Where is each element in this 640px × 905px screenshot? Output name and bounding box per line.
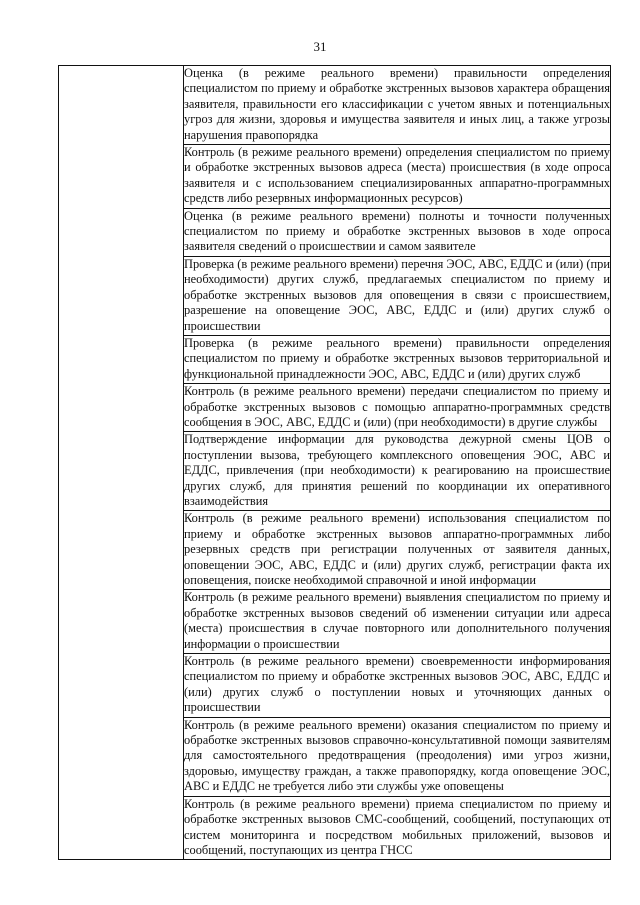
table-entry: Контроль (в режиме реального времени) оказания специалистом по приему и обработке экстренных вызовов справочно-консультативной помощи заявителям для самостоятельного предотвращения (преодоления) ими угроз жизни, здоровью, имуществу граждан, а также правопорядку, когда оповещение ЭОС, АВС и ЕДДС не требуется либо эти службы уже оповещены [184, 717, 610, 796]
table-entry: Оценка (в режиме реального времени) правильности определения специалистом по приему и обработке экстренных вызовов характера обращения заявителя, правильности его классификации с учетом явных и потенциальных угроз для жизни, здоровья и имущества заявителя и иных лиц, а также угрозы нарушения правопорядка [184, 66, 610, 142]
table-entry: Контроль (в режиме реального времени) приема специалистом по приему и обработке экстренных вызовов СМС-сообщений, сообщений, поступающих от систем мониторинга и посредством мобильных приложений, вызовов и сообщений, поступающих из центра ГНСС [184, 796, 610, 860]
table-entry: Оценка (в режиме реального времени) полноты и точности полученных специалистом по приему и обработке экстренных вызовов в ходе опроса заявителя сведений о происшествии и самом заявителе [184, 208, 610, 256]
table-row [59, 66, 611, 860]
table-entry: Контроль (в режиме реального времени) определения специалистом по приему и обработке экстренных вызовов адреса (места) происшествия (в ходе опроса заявителя и с использованием специализированных аппаратно-программных средств либо резервных информационных ресурсов) [184, 144, 610, 208]
entries-column [184, 66, 611, 860]
table-entry: Подтверждение информации для руководства дежурной смены ЦОВ о поступлении вызова, требующего комплексного оповещения ЭОС, АВС и ЕДДС, привлечения (при необходимости) к реагированию на происшествие других служб, для принятия решений по координации их оперативного взаимодействия [184, 431, 610, 510]
content-table [58, 65, 611, 860]
table-entry: Контроль (в режиме реального времени) выявления специалистом по приему и обработке экстренных вызовов сведений об изменении ситуации или адреса (места) происшествия в случае повторного или дополнительного получения информации о происшествии [184, 589, 610, 653]
table-entry: Проверка (в режиме реального времени) перечня ЭОС, АВС, ЕДДС и (или) (при необходимости) других служб, предлагаемых специалистом по приему и обработке экстренных вызовов для оповещения в связи с происшествием, разрешение на оповещение ЭОС, АВС, ЕДДС и (или) других служб о происшествии [184, 256, 610, 335]
page-number: 31 [313, 39, 327, 54]
empty-left-column [59, 66, 184, 860]
table-entry: Контроль (в режиме реального времени) своевременности информирования специалистом по приему и обработке экстренных вызовов ЭОС, АВС, ЕДДС и (или) других служб о поступлении новых и уточняющих данных о происшествии [184, 653, 610, 717]
table-entry: Контроль (в режиме реального времени) передачи специалистом по приему и обработке экстренных вызовов с помощью аппаратно-программных средств сообщения в ЭОС, АВС, ЕДДС и (или) (при необходимости) в другие службы [184, 383, 610, 431]
table-entry: Контроль (в режиме реального времени) использования специалистом по приему и обработке экстренных вызовов аппаратно-программных либо резервных средств при регистрации полученных от заявителя данных, оповещении ЭОС, АВС, ЕДДС и (или) других служб, регистрации факта их оповещения, поиске необходимой справочной и иной информации [184, 510, 610, 589]
table-entry: Проверка (в режиме реального времени) правильности определения специалистом по приему и обработке экстренных вызовов территориальной и функциональной принадлежности ЭОС, АВС, ЕДДС и (или) других служб [184, 335, 610, 383]
